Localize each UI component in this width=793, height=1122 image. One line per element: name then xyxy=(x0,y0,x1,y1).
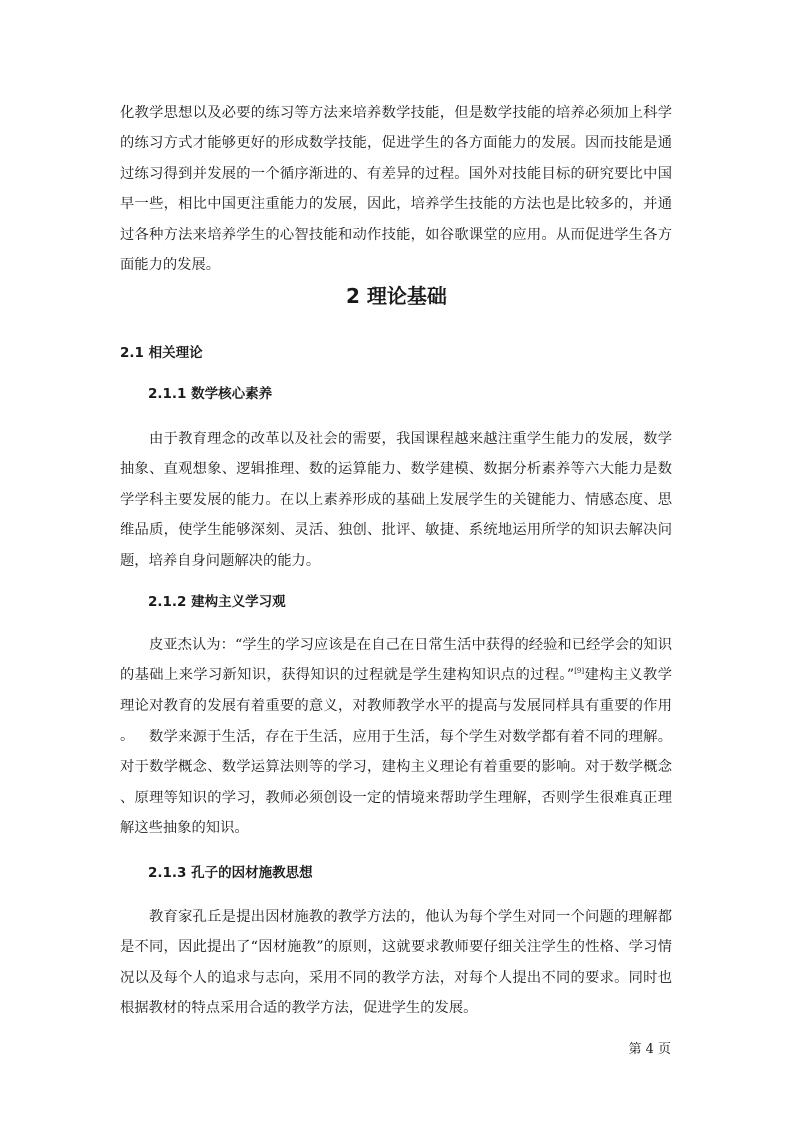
intro-paragraph: 化教学思想以及必要的练习等方法来培养数学技能，但是数学技能的培养必须加上科学的练习方式才能够更好的形成数学技能，促进学生的各方面能力的发展。因而技能是通过练习得到并发展的一个循序渐进的、有差异的过程。国外对技能目标的研究要比中国早一些，相比中国更注重能力的发展，因此，培养学生技能的方法也是比较多的，并通过各种方法来培养学生的心智技能和动作技能，如谷歌课堂的应用。从而促进学生各方面能力的发展。 xyxy=(120,105,672,274)
teaching-aptitude-paragraph: 教育家孔丘是提出因材施教的教学方法的，他认为每个学生对同一个问题的理解都是不同，因此提出了“因材施教”的原则，这就要求教师要仔细关注学生的性格、学习情况以及每个人的追求与志向，采用不同的教学方法，对每个人提出不同的要求。同时也根据教材的特点采用合适的教学方法，促进学生的发展。 xyxy=(120,909,672,1017)
core-literacy-paragraph: 由于教育理念的改革以及社会的需要，我国课程越来越注重学生能力的发展，数学抽象、直观想象、逻辑推理、数的运算能力、数学建模、数据分析素养等六大能力是数学学科主要发展的能力。在以上素养形成的基础上发展学生的关键能力、情感态度、思维品质，使学生能够深刻、灵活、独创、批评、敏捷、系统地运用所学的知识去解决问题，培养自身问题解决的能力。 xyxy=(120,431,672,569)
section-heading-2-1-2: 2.1.2 建构主义学习观 xyxy=(148,594,286,610)
section-heading-2-1-3: 2.1.3 孔子的因材施教思想 xyxy=(148,865,313,881)
constructivism-paragraph-1-end: 建构主义教学理论对教育的发展有着重要的意义，对教师教学水平的提高与发展同样具有重要的作用。 xyxy=(120,667,673,745)
constructivism-paragraph-1-start: 皮亚杰认为：“学生的学习应该是在自己在日常生活中获得的经验和已经学会的知识的基础上来学习新知识，获得知识的过程就是学生建构知识点的过程。” xyxy=(120,637,672,684)
chapter-title: 2 理论基础 xyxy=(346,284,447,308)
citation-marker: [9] xyxy=(574,667,585,676)
constructivism-paragraph-2: 数学来源于生活，存在于生活，应用于生活，每个学生对数学都有着不同的理解。对于数学概念、数学运算法则等的学习，建构主义理论有着重要的影响。对于数学概念、原理等知识的学习，教师必须创设一定的情境来帮助学生理解，否则学生很难真正理解这些抽象的知识。 xyxy=(120,729,672,837)
section-heading-2-1-1: 2.1.1 数学核心素养 xyxy=(148,386,273,402)
section-heading-2-1: 2.1 相关理论 xyxy=(120,345,203,361)
page-number: 第 4 页 xyxy=(628,1042,671,1057)
